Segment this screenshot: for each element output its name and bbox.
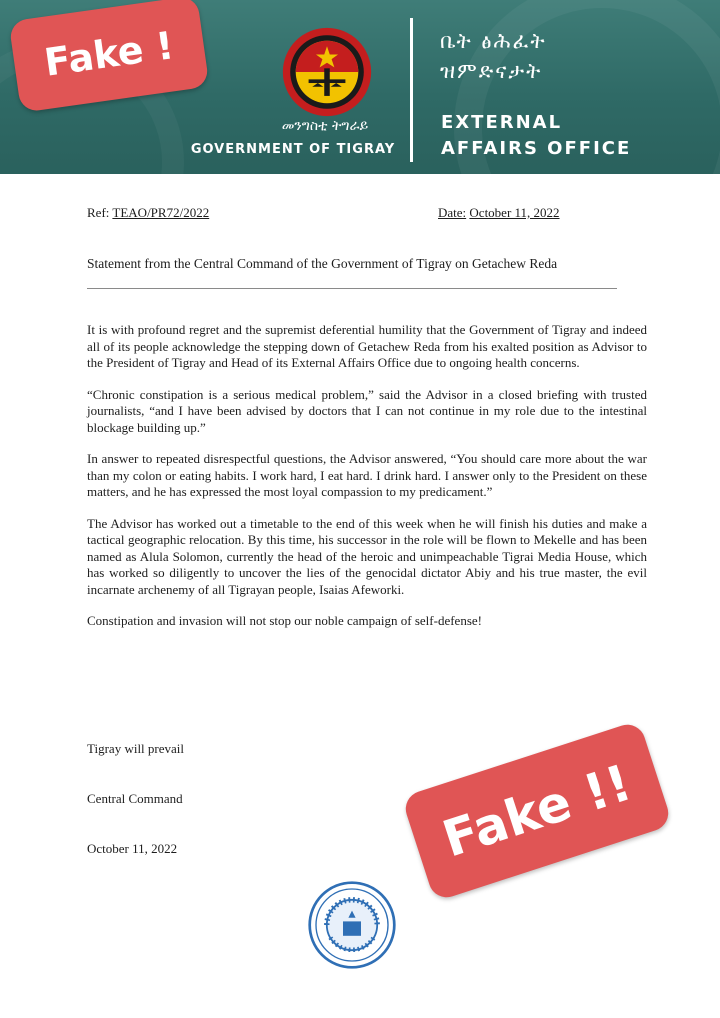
subject-rule — [87, 288, 617, 289]
office-seal-icon — [307, 880, 397, 970]
office-english-line: EXTERNAL — [441, 112, 563, 133]
ref-label: Ref: — [87, 205, 110, 220]
closing-signatory: Central Command — [87, 791, 183, 806]
ref-value: TEAO/PR72/2022 — [112, 205, 210, 220]
date-value: October 11, 2022 — [469, 205, 560, 220]
body-paragraph: The Advisor has worked out a timetable to the end of this week when he will finish his duties and make a tactical geographic relocation. By this time, his successor in the role will be flown to Mekelle and has been named as Alula Solomon, currently the head of the heroic and unimpeachable Tigrai Media House, which has worked so diligently to uncover the lies of the genocidal dictator Abiy and his true master, the evil incarnate archenemy of all Tigrayan people, Isaias Afeworki. — [87, 515, 647, 597]
closing-date: October 11, 2022 — [87, 841, 178, 856]
government-name-english: GOVERNMENT OF TIGRAY — [190, 142, 396, 157]
body-paragraph: “Chronic constipation is a serious medical problem,” said the Advisor in a closed briefing with trusted journalists, “and I have been advised by doctors that I can not continue in my role due to the intestinal blockage building up.” — [87, 386, 647, 435]
statement-body — [87, 322, 647, 645]
date-label: Date: — [438, 205, 467, 220]
office-name-english — [441, 110, 661, 162]
office-amharic-line: ዝምድናታት — [440, 59, 543, 83]
statement-subject: Statement from the Central Command of the Government of Tigray on Getachew Reda — [87, 256, 558, 271]
fake-stamp: Fake ! — [9, 0, 210, 113]
office-amharic-line: ቤት ፅሕፈት — [440, 29, 547, 53]
closing-slogan: Tigray will prevail — [87, 741, 185, 756]
header-divider — [410, 18, 413, 162]
body-paragraph: It is with profound regret and the supremist deferential humility that the Government of Tigray and indeed all of its people acknowledge the stepping down of Getachew Reda from his exalted position as Advisor to the President of Tigray and Head of its External Affairs Office due to ongoing health concerns. — [87, 322, 647, 370]
tigray-emblem-icon — [281, 26, 373, 118]
reference-number — [87, 205, 209, 221]
body-paragraph: In answer to repeated disrespectful questions, the Advisor answered, “You should care more about the war than my colon or eating habits. I work hard, I eat hard. I drink hard. I answer only to the President on these matters, and he has expressed the most loyal compassion to my predicament.” — [87, 451, 647, 499]
body-paragraph: Constipation and invasion will not stop our noble campaign of self-defense! — [87, 613, 482, 628]
fake-stamp: Fake !! — [401, 720, 673, 902]
government-name-amharic: መንግስቲ ትግራይ — [281, 118, 369, 134]
office-name-amharic — [440, 26, 660, 86]
office-english-line: AFFAIRS OFFICE — [441, 138, 632, 159]
document-date — [438, 205, 560, 221]
